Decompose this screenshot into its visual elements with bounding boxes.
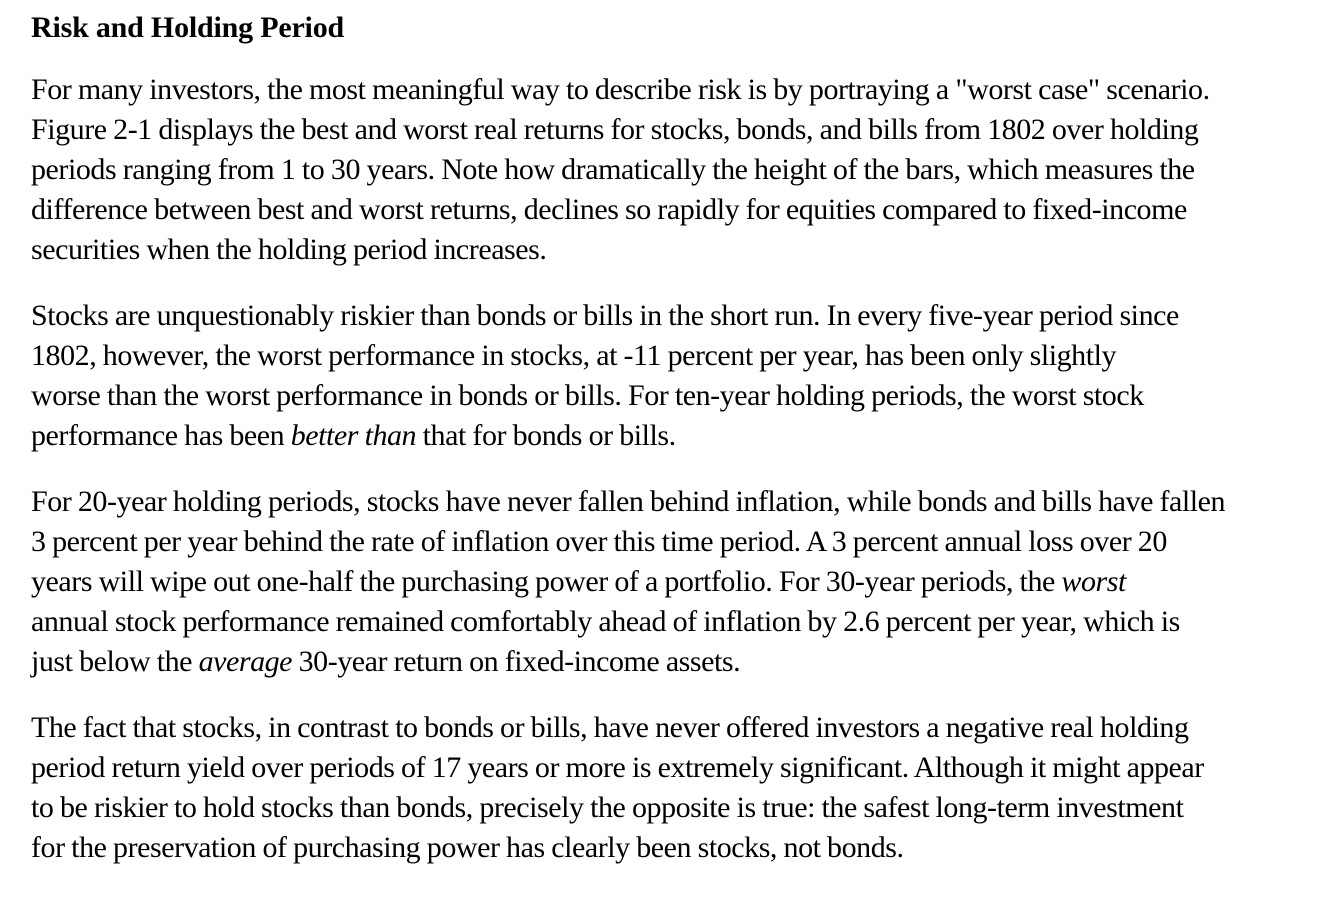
paragraph-2 xyxy=(31,296,1332,456)
paragraph-line: periods ranging from 1 to 30 years. Note how dramatically the height of the bars, which measures the xyxy=(31,153,1195,186)
paragraph-line: annual stock performance remained comfortably ahead of inflation by 2.6 percent per year, which is xyxy=(31,605,1180,638)
paragraph-line: for the preservation of purchasing power has clearly been stocks, not bonds. xyxy=(31,831,904,864)
emphasis-text: worst xyxy=(1061,565,1126,598)
paragraph-line: 3 percent per year behind the rate of inflation over this time period. A 3 percent annual loss over 20 xyxy=(31,525,1167,558)
paragraph-line: performance has been better than that for bonds or bills. xyxy=(31,419,676,452)
paragraph-line: Figure 2-1 displays the best and worst real returns for stocks, bonds, and bills from 1802 over holding xyxy=(31,113,1199,146)
paragraph-line: worse than the worst performance in bonds or bills. For ten-year holding periods, the worst stock xyxy=(31,379,1144,412)
paragraph-line: period return yield over periods of 17 years or more is extremely significant. Although it might appear xyxy=(31,751,1204,784)
paragraph-1 xyxy=(31,70,1332,270)
paragraph-line: The fact that stocks, in contrast to bonds or bills, have never offered investors a negative real holding xyxy=(31,711,1189,744)
paragraph-4 xyxy=(31,708,1332,868)
paragraph-line: 1802, however, the worst performance in stocks, at -11 percent per year, has been only slightly xyxy=(31,339,1117,372)
paragraph-3 xyxy=(31,482,1332,682)
paragraph-line: difference between best and worst returns, declines so rapidly for equities compared to fixed-income xyxy=(31,193,1187,226)
section-heading: Risk and Holding Period xyxy=(31,11,344,44)
emphasis-text: average xyxy=(198,645,293,678)
paragraph-line: securities when the holding period increases. xyxy=(31,233,547,266)
paragraph-line: For many investors, the most meaningful way to describe risk is by portraying a "worst case" scenario. xyxy=(31,73,1210,106)
paragraph-line: For 20-year holding periods, stocks have never fallen behind inflation, while bonds and bills have fallen xyxy=(31,485,1226,518)
paragraph-line: years will wipe out one-half the purchasing power of a portfolio. For 30-year periods, the worst xyxy=(31,565,1126,598)
emphasis-text: better than xyxy=(290,419,417,452)
paragraph-line: Stocks are unquestionably riskier than bonds or bills in the short run. In every five-year period since xyxy=(31,299,1179,332)
paragraph-line: to be riskier to hold stocks than bonds, precisely the opposite is true: the safest long-term investment xyxy=(31,791,1184,824)
paragraph-line: just below the average 30-year return on fixed-income assets. xyxy=(31,645,741,678)
